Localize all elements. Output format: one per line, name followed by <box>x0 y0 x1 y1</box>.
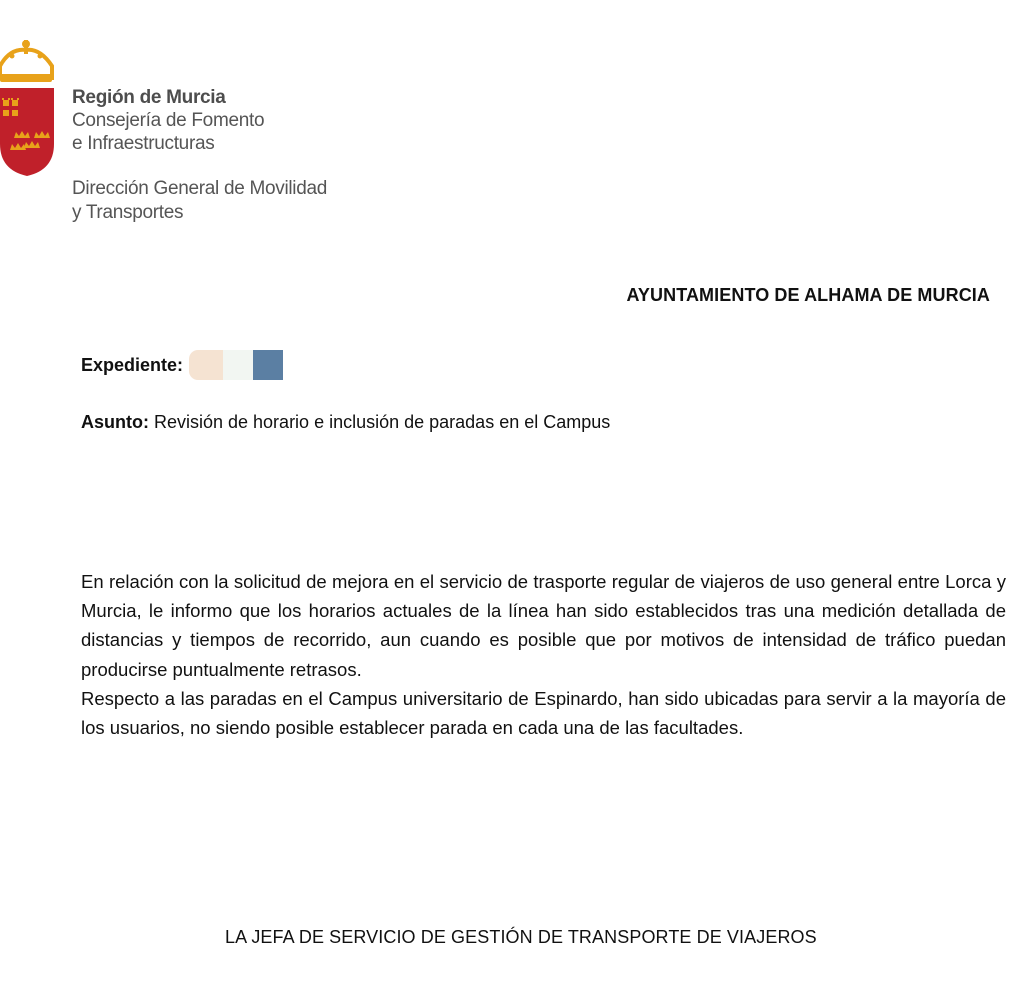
subject-row <box>81 412 610 433</box>
org-name: Región de Murcia <box>72 87 226 108</box>
redaction-block <box>223 350 253 380</box>
dept-line-1: Dirección General de Movilidad <box>72 178 328 199</box>
organization-header <box>72 86 264 155</box>
department-header <box>72 177 327 225</box>
body-paragraph-2: Respecto a las paradas en el Campus universitario de Espinardo, han sido ubicadas para servir a la mayoría de los usuarios, no siendo posible establecer parada en cada una de las facultades. <box>81 687 1006 739</box>
expediente-row <box>81 350 283 380</box>
letter-body <box>81 567 1006 742</box>
shield-icon <box>0 88 54 176</box>
org-consejeria-line: Consejería de Fomento <box>72 110 265 131</box>
body-paragraph-1: En relación con la solicitud de mejora en el servicio de trasporte regular de viajeros de uso general entre Lorca y Murcia, le informo que los horarios actuales de la línea han sido establecidos tras una medición detallada de distancias y tiempos de recorrido, aun cuando es posible que por motivos de intensidad de tráfico puedan producirse puntualmente retrasos. <box>81 571 1006 680</box>
expediente-label: Expediente: <box>81 354 184 375</box>
redacted-expediente-number <box>189 350 283 380</box>
dept-line-2: y Transportes <box>72 202 184 223</box>
crown-icon <box>0 40 52 82</box>
subject-label: Asunto: <box>81 412 149 432</box>
recipient-address: AYUNTAMIENTO DE ALHAMA DE MURCIA <box>626 285 990 305</box>
subject-value: Revisión de horario e inclusión de paradas en el Campus <box>148 412 611 432</box>
redaction-block <box>253 350 283 380</box>
redaction-block <box>189 350 223 380</box>
signature-title: LA JEFA DE SERVICIO DE GESTIÓN DE TRANSPORTE DE VIAJEROS <box>225 927 817 947</box>
org-consejeria-line-2: e Infraestructuras <box>72 133 215 154</box>
region-murcia-coat-of-arms-logo <box>0 36 60 178</box>
